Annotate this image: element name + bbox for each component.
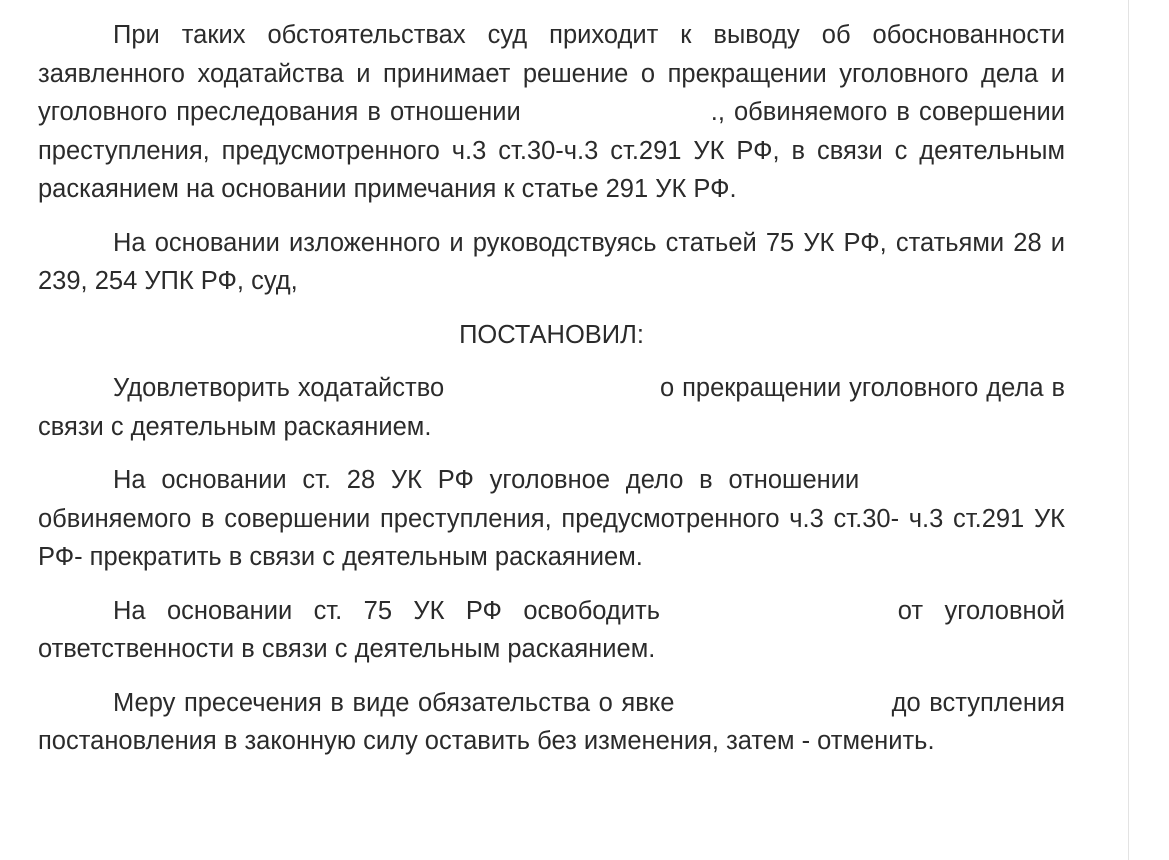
page-edge-divider [1128, 0, 1129, 860]
paragraph-grant-motion-text-2: о прекращении уголовного дела в связи с деятельным раскаянием. [38, 374, 1065, 441]
paragraph-conclusion-text-1: При таких обстоятельствах суд приходит к выводу об обоснованности заявленного ходатайства и принимает решение о прекращении уголовного дела и уголовного преследования в отношении [38, 21, 1065, 126]
paragraph-terminate-case [38, 461, 1065, 577]
redacted-name [521, 119, 711, 120]
paragraph-grant-motion-text-1: Удовлетворить ходатайство [113, 374, 445, 402]
paragraph-legal-basis: На основании изложенного и руководствуясь статьей 75 УК РФ, статьями 28 и 239, 254 УПК РФ, суд, [38, 228, 1065, 295]
paragraph-preventive-measure [38, 684, 1065, 761]
redacted-name [681, 618, 876, 619]
paragraph-release-liability [38, 592, 1065, 669]
paragraph-grant-motion [38, 369, 1065, 446]
redacted-name [683, 710, 883, 711]
paragraph-release-liability-text-1: На основании ст. 75 УК РФ освободить [113, 596, 661, 625]
paragraph-release-liability-text-2: от уголовной ответственности в связи с деятельным раскаянием. [38, 596, 1065, 663]
paragraph-terminate-case-text-1: На основании ст. 28 УК РФ уголовное дело в отношении [113, 466, 860, 494]
paragraph-conclusion-text-2: ., обвиняемого в совершении преступления, предусмотренного ч.3 ст.30-ч.3 ст.291 УК РФ, в связи с деятельным раскаянием на основании примечания к статье 291 УК РФ. [38, 98, 1065, 203]
document-body [38, 16, 1065, 761]
redacted-name [875, 487, 1065, 488]
paragraph-conclusion [38, 16, 1065, 209]
paragraph-terminate-case-text-2: обвиняемого в совершении преступления, предусмотренного ч.3 ст.30- ч.3 ст.291 УК РФ- прекратить в связи с деятельным раскаянием. [38, 504, 1065, 571]
redacted-name [452, 395, 652, 396]
paragraph-preventive-measure-text-1: Меру пресечения в виде обязательства о явке [113, 688, 675, 717]
paragraph-preventive-measure-text-2: до вступления постановления в законную силу оставить без изменения, затем - отменить. [38, 688, 1065, 755]
ruling-heading: ПОСТАНОВИЛ: [459, 320, 644, 349]
